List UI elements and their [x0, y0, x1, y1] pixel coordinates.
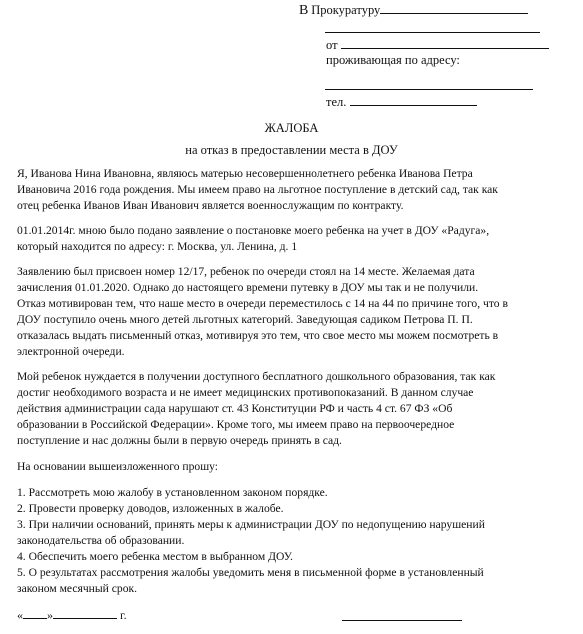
request-item: 4. Обеспечить моего ребенка местом в выбранном ДОУ.: [17, 550, 293, 563]
addressee-prefix: В: [299, 3, 309, 18]
tel-blank[interactable]: [350, 94, 477, 106]
document-subtitle: на отказ в предоставлении места в ДОУ: [185, 143, 398, 157]
para1-line: Ивановича 2016 года рождения. Мы имеем право на льготное поступление в детский сад, так как: [17, 183, 498, 196]
date-line: [17, 607, 127, 622]
signature-blank-line[interactable]: [342, 620, 462, 621]
tel-line: [326, 94, 477, 109]
address-blank-line[interactable]: [325, 89, 533, 90]
para3-line: зачисления 01.01.2020. Однако до настоящего времени путевку в ДОУ мы так и не получили.: [17, 281, 479, 294]
para2-line: который находится по адресу: г. Москва, ул. Ленина, д. 1: [17, 240, 298, 253]
addressee-label: Прокуратуру: [311, 3, 381, 17]
request-item: законодательства об образовании.: [17, 534, 185, 547]
request-item: 2. Провести проверку доводов, изложенных в жалобе.: [17, 502, 284, 515]
para2-line: 01.01.2014г. мною было подано заявление о постановке моего ребенка на учет в ДОУ «Радуга»,: [17, 224, 490, 237]
from-line: [326, 37, 549, 52]
para4-line: образовании в Российской Федерации». Кроме того, мы имеем право на первоочередное: [17, 418, 455, 431]
para4-line: действия администрации сада нарушают ст. 43 Конституции РФ и часть 4 ст. 67 ФЗ «Об: [17, 402, 453, 415]
date-day-blank[interactable]: [23, 607, 47, 619]
request-item: 1. Рассмотреть мою жалобу в установленном законом порядке.: [17, 486, 328, 499]
date-year-suffix: г.: [120, 608, 127, 622]
addressee-blank-line-2[interactable]: [325, 32, 540, 33]
address-line: [326, 53, 460, 67]
document-title: ЖАЛОБА: [264, 121, 319, 135]
request-item: 5. О результатах рассмотрения жалобы уведомить меня в письменной форме в установленный: [17, 566, 484, 579]
from-label: от: [326, 38, 338, 52]
request-item: 3. При наличии оснований, принять меры к администрации ДОУ по недопущению нарушений: [17, 518, 485, 531]
addressee-line: [299, 2, 528, 18]
para3-line: электронной очереди.: [17, 345, 125, 358]
addressee-blank[interactable]: [380, 2, 528, 14]
para1-line: Я, Иванова Нина Ивановна, являюсь матерью несовершеннолетнего ребенка Иванова Петра: [17, 167, 473, 180]
date-month-blank[interactable]: [53, 607, 117, 619]
para3-line: ДОУ поступило очень много детей льготных категорий. Заведующая садиком Петрова П. П.: [17, 313, 473, 326]
para3-line: Заявлению был присвоен номер 12/17, ребенок по очереди стоял на 14 месте. Желаемая дата: [17, 265, 475, 278]
para1-line: отец ребенка Иванов Иван Иванович является военнослужащим по контракту.: [17, 199, 404, 212]
para4-line: поступление и нас должны были в первую очередь принять в сад.: [17, 434, 342, 447]
address-label: проживающая по адресу:: [326, 53, 460, 67]
para3-line: Отказ мотивирован тем, что наше место в очереди переместилось с 14 на 44 по причине того, что в: [17, 297, 508, 310]
request-item: законом месячный срок.: [17, 582, 138, 595]
tel-label: тел.: [326, 95, 347, 109]
para4-line: Мой ребенок нуждается в получении доступного бесплатного дошкольного образования, так как: [17, 370, 496, 383]
date-close-quote: »: [47, 608, 53, 622]
para4-line: достиг необходимого возраста и не имеет медицинских противопоказаний. В данном случае: [17, 386, 474, 399]
para3-line: отказалась выдать письменный отказ, мотивируя это тем, что свое место мы можем посмотреть в: [17, 329, 499, 342]
request-intro: На основании вышеизложенного прошу:: [17, 460, 219, 473]
date-open-quote: «: [17, 608, 23, 622]
from-blank[interactable]: [341, 37, 549, 49]
